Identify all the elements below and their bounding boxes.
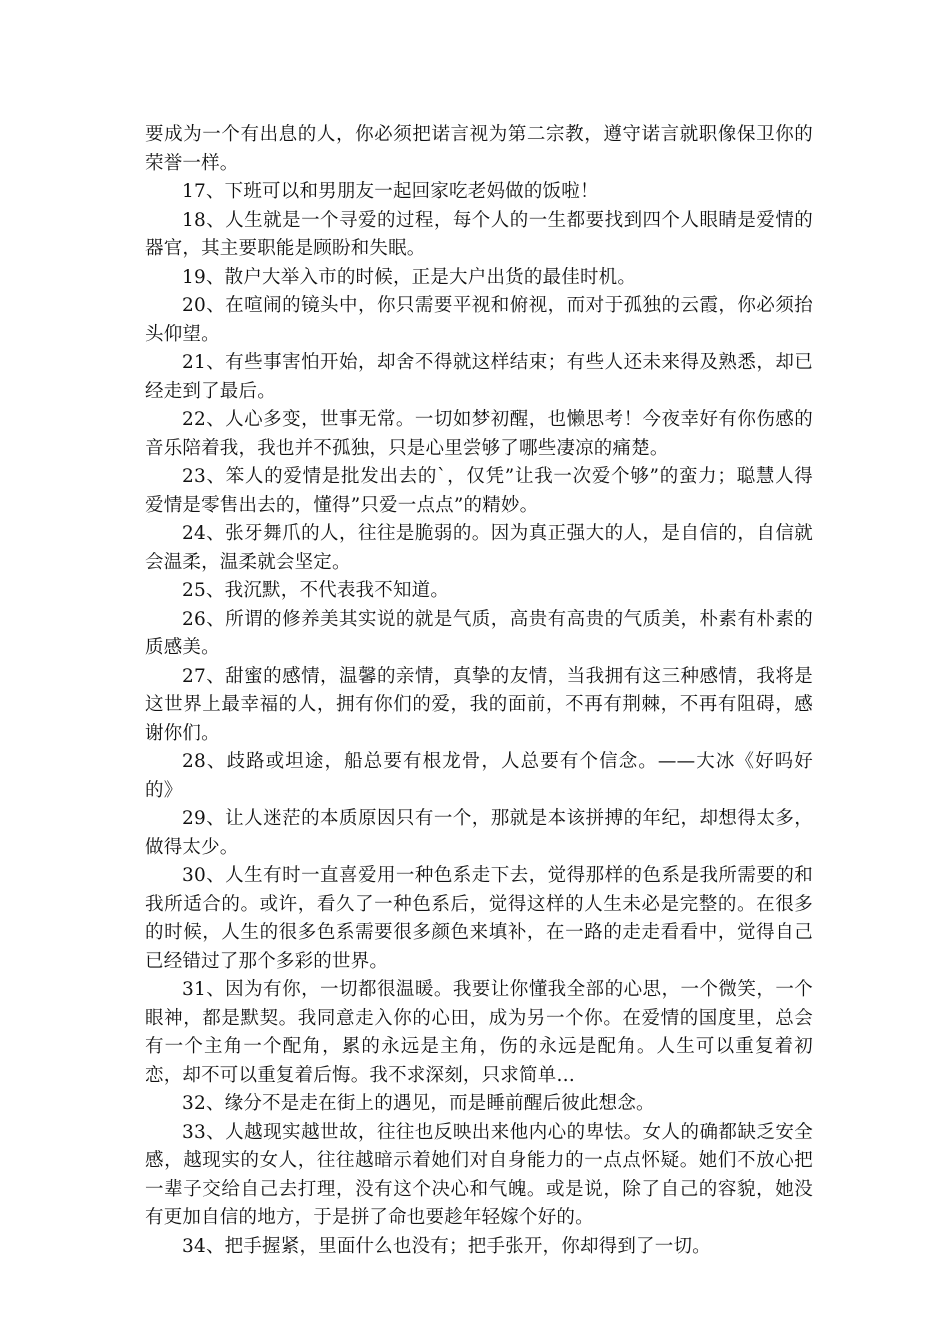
paragraph-24: 24、张牙舞爪的人，往往是脆弱的。因为真正强大的人，是自信的，自信就会温柔，温柔就会坚定。 bbox=[145, 523, 813, 573]
paragraph-27: 27、甜蜜的感情，温馨的亲情，真挚的友情，当我拥有这三种感情，我将是这世界上最幸福的人，拥有你们的爱，我的面前，不再有荆棘，不再有阻碍，感谢你们。 bbox=[145, 665, 813, 744]
paragraph-intro: 要成为一个有出息的人，你必须把诺言视为第二宗教，遵守诺言就职像保卫你的荣誉一样。 bbox=[145, 124, 813, 174]
paragraph-21: 21、有些事害怕开始，却舍不得就这样结束；有些人还未来得及熟悉，却已经走到了最后。 bbox=[145, 352, 813, 402]
document-body bbox=[145, 121, 813, 1261]
paragraph-22: 22、人心多变，世事无常。一切如梦初醒，也懒思考！今夜幸好有你伤感的音乐陪着我，我也并不孤独，只是心里尝够了哪些凄凉的痛楚。 bbox=[145, 409, 813, 459]
paragraph-17: 17、下班可以和男朋友一起回家吃老妈做的饭啦！ bbox=[182, 181, 599, 202]
paragraph-31: 31、因为有你，一切都很温暖。我要让你懂我全部的心思，一个微笑，一个眼神，都是默契。我同意走入你的心田，成为另一个你。在爱情的国度里，总会有一个主角一个配角，累的永远是主角，伤的永远是配角。人生可以重复着初恋，却不可以重复着后悔。我不求深刻，只求简单… bbox=[145, 979, 813, 1086]
paragraph-23: 23、笨人的爱情是批发出去的`，仅凭”让我一次爱个够”的蛮力；聪慧人得爱情是零售出去的，懂得”只爱一点点”的精妙。 bbox=[145, 466, 813, 516]
paragraph-32: 32、缘分不是走在街上的遇见，而是睡前醒后彼此想念。 bbox=[182, 1093, 655, 1114]
paragraph-33: 33、人越现实越世故，往往也反映出来他内心的卑怯。女人的确都缺乏安全感，越现实的女人，往往越暗示着她们对自身能力的一点点怀疑。她们不放心把一辈子交给自己去打理，没有这个决心和气魄。或是说，除了自己的容貌，她没有更加自信的地方，于是拼了命也要趁年轻嫁个好的。 bbox=[145, 1121, 813, 1228]
paragraph-30: 30、人生有时一直喜爱用一种色系走下去，觉得那样的色系是我所需要的和我所适合的。或许，看久了一种色系后，觉得这样的人生未必是完整的。在很多的时候，人生的很多色系需要很多颜色来填补，在一路的走走看看中，觉得自己已经错过了那个多彩的世界。 bbox=[145, 865, 813, 972]
paragraph-18: 18、人生就是一个寻爱的过程，每个人的一生都要找到四个人眼睛是爱情的器官，其主要职能是顾盼和失眠。 bbox=[145, 209, 813, 259]
paragraph-29: 29、让人迷茫的本质原因只有一个，那就是本该拼搏的年纪，却想得太多，做得太少。 bbox=[145, 808, 813, 858]
paragraph-26: 26、所谓的修养美其实说的就是气质，高贵有高贵的气质美，朴素有朴素的质感美。 bbox=[145, 608, 813, 658]
paragraph-34: 34、把手握紧，里面什么也没有；把手张开，你却得到了一切。 bbox=[182, 1235, 711, 1257]
paragraph-19: 19、散户大举入市的时候，正是大户出货的最佳时机。 bbox=[182, 266, 637, 288]
paragraph-20: 20、在喧闹的镜头中，你只需要平视和俯视，而对于孤独的云霞，你必须抬头仰望。 bbox=[145, 295, 813, 345]
paragraph-28: 28、歧路或坦途，船总要有根龙骨，人总要有个信念。——大冰《好吗好的》 bbox=[145, 751, 813, 801]
paragraph-25: 25、我沉默，不代表我不知道。 bbox=[182, 580, 450, 601]
